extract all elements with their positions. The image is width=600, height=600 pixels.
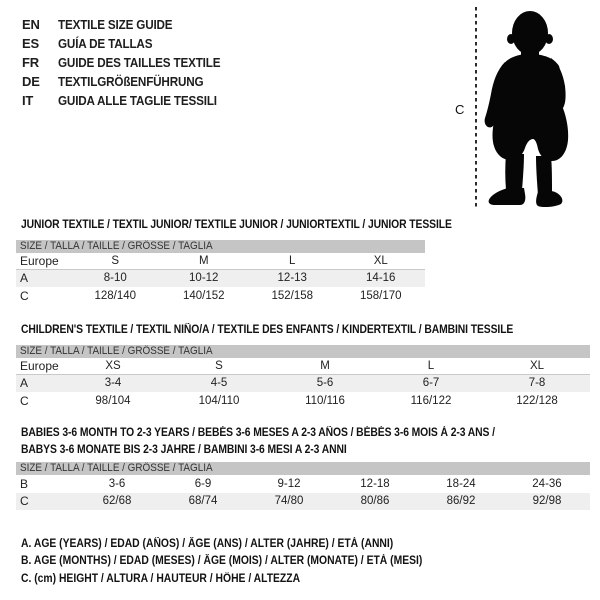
children-size-table [16, 345, 590, 410]
age-cell: 7-8 [528, 377, 546, 389]
table-row-height [16, 392, 590, 410]
language-code: IT [22, 93, 34, 108]
table-header-text: SIZE / TALLA / TAILLE / GRÖSSE / TAGLIA [20, 240, 213, 252]
language-code: FR [22, 55, 39, 70]
section-title-children-text: CHILDREN'S TEXTILE / TEXTIL NIÑO/A / TEXTILE DES ENFANTS / KINDERTEXTIL / BAMBINI TESSILE [21, 324, 514, 336]
size-cell: S [215, 360, 223, 372]
size-cell: XL [373, 255, 388, 267]
height-cell: 152/158 [271, 290, 314, 302]
age-cell: 4-5 [210, 377, 228, 389]
age-cell: 5-6 [316, 377, 334, 389]
height-cell: 74/80 [274, 495, 304, 507]
height-measure-dashed-line [475, 7, 477, 209]
height-cell: 140/152 [182, 290, 225, 302]
legend-line-a [21, 536, 467, 553]
guide-title-en: TEXTILE SIZE GUIDE [58, 17, 173, 32]
height-measure-label: C [455, 102, 465, 117]
language-row-fr [22, 53, 238, 72]
babies-size-table [16, 462, 590, 510]
age-cell: 24-36 [532, 478, 562, 490]
table-header-bar [16, 345, 590, 358]
height-cell: 110/116 [305, 395, 345, 407]
row-label: Europe [20, 359, 59, 373]
guide-title-fr: GUIDE DES TAILLES TEXTILE [58, 55, 221, 70]
age-cell: 12-13 [277, 272, 307, 284]
size-cell: M [198, 255, 209, 267]
height-cell: 158/170 [359, 290, 402, 302]
age-cell: 18-24 [446, 478, 476, 490]
height-cell: 98/104 [95, 395, 131, 407]
table-row-europe [16, 358, 590, 375]
height-cell: 122/128 [516, 395, 558, 407]
legend-line-a-text: A. AGE (YEARS) / EDAD (AÑOS) / ÂGE (ANS) / ALTER (JAHRE) / ETÀ (ANNI) [21, 538, 394, 550]
size-cell: XS [105, 360, 121, 372]
height-cell: 68/74 [188, 495, 218, 507]
height-cell: 62/68 [102, 495, 132, 507]
age-cell: 14-16 [366, 272, 396, 284]
age-cell: 3-6 [108, 478, 126, 490]
language-code: DE [22, 74, 40, 89]
legend-line-c-text: C. (cm) HEIGHT / ALTURA / HAUTEUR / HÖHE / ALTEZZA [21, 572, 301, 585]
size-cell: S [111, 255, 120, 267]
section-title-children [21, 322, 568, 339]
table-row-age-months [16, 475, 590, 493]
legend-line-b-text: B. AGE (MONTHS) / EDAD (MESES) / ÂGE (MOIS) / ALTER (MONATE) / ETÀ (MESI) [21, 555, 423, 568]
size-cell: M [320, 360, 330, 372]
table-row-age [16, 270, 425, 287]
height-cell: 86/92 [446, 495, 476, 507]
row-label: B [20, 477, 29, 491]
section-title-junior-text: JUNIOR TEXTILE / TEXTIL JUNIOR/ TEXTILE JUNIOR / JUNIORTEXTIL / JUNIOR TESSILE [21, 219, 452, 231]
guide-title-it: GUIDA ALLE TAGLIE TESSILI [58, 93, 217, 108]
age-cell: 12-18 [360, 478, 390, 490]
height-cell: 80/86 [360, 495, 390, 507]
guide-title-es: GUÍA DE TALLAS [58, 36, 153, 51]
baby-silhouette-shape [485, 11, 569, 207]
row-label: Europe [20, 254, 59, 268]
language-code: ES [22, 36, 39, 51]
height-cell: 116/122 [410, 395, 452, 407]
row-label: C [20, 394, 29, 408]
age-cell: 9-12 [277, 478, 301, 490]
size-cell: XL [529, 360, 545, 372]
legend-line-c [21, 571, 467, 588]
table-row-europe [16, 253, 425, 270]
age-cell: 6-7 [422, 377, 440, 389]
baby-silhouette-icon [482, 8, 578, 210]
section-title-babies-line1: BABIES 3-6 MONTH TO 2-3 YEARS / BEBÉS 3-6 MESES A 2-3 AÑOS / BÉBÉS 3-6 MOIS À 2-3 ANS / [21, 427, 495, 439]
language-row-es [22, 34, 238, 53]
height-cell: 92/98 [532, 495, 562, 507]
language-row-it [22, 91, 238, 110]
language-row-de [22, 72, 238, 91]
table-header-bar [16, 462, 590, 475]
language-list [22, 15, 238, 110]
legend-line-b [21, 553, 467, 570]
age-cell: 3-4 [104, 377, 122, 389]
row-label: A [20, 271, 29, 285]
age-cell: 6-9 [194, 478, 212, 490]
age-cell: 8-10 [103, 272, 127, 284]
language-row-en [22, 15, 238, 34]
guide-title-de: TEXTILGRÖßENFÜHRUNG [58, 74, 204, 89]
height-cell: 128/140 [94, 290, 137, 302]
table-header-text: SIZE / TALLA / TAILLE / GRÖSSE / TAGLIA [20, 345, 213, 357]
section-title-junior [21, 217, 500, 234]
age-cell: 10-12 [189, 272, 219, 284]
junior-size-table [16, 240, 425, 305]
height-cell: 104/110 [198, 395, 240, 407]
size-cell: L [289, 255, 296, 267]
row-label: C [20, 494, 29, 508]
table-row-height [16, 287, 425, 305]
table-row-age [16, 375, 590, 392]
language-code: EN [22, 17, 40, 32]
table-header-text: SIZE / TALLA / TAILLE / GRÖSSE / TAGLIA [20, 462, 213, 474]
row-label: C [20, 289, 29, 303]
legend [21, 536, 467, 588]
section-title-babies-line2: BABYS 3-6 MONATE BIS 2-3 JAHRE / BAMBINI 3-6 MESI A 2-3 ANNI [21, 443, 347, 456]
section-title-babies [21, 425, 548, 458]
table-row-height [16, 493, 590, 510]
row-label: A [20, 376, 29, 390]
table-header-bar [16, 240, 425, 253]
size-cell: L [427, 360, 435, 372]
